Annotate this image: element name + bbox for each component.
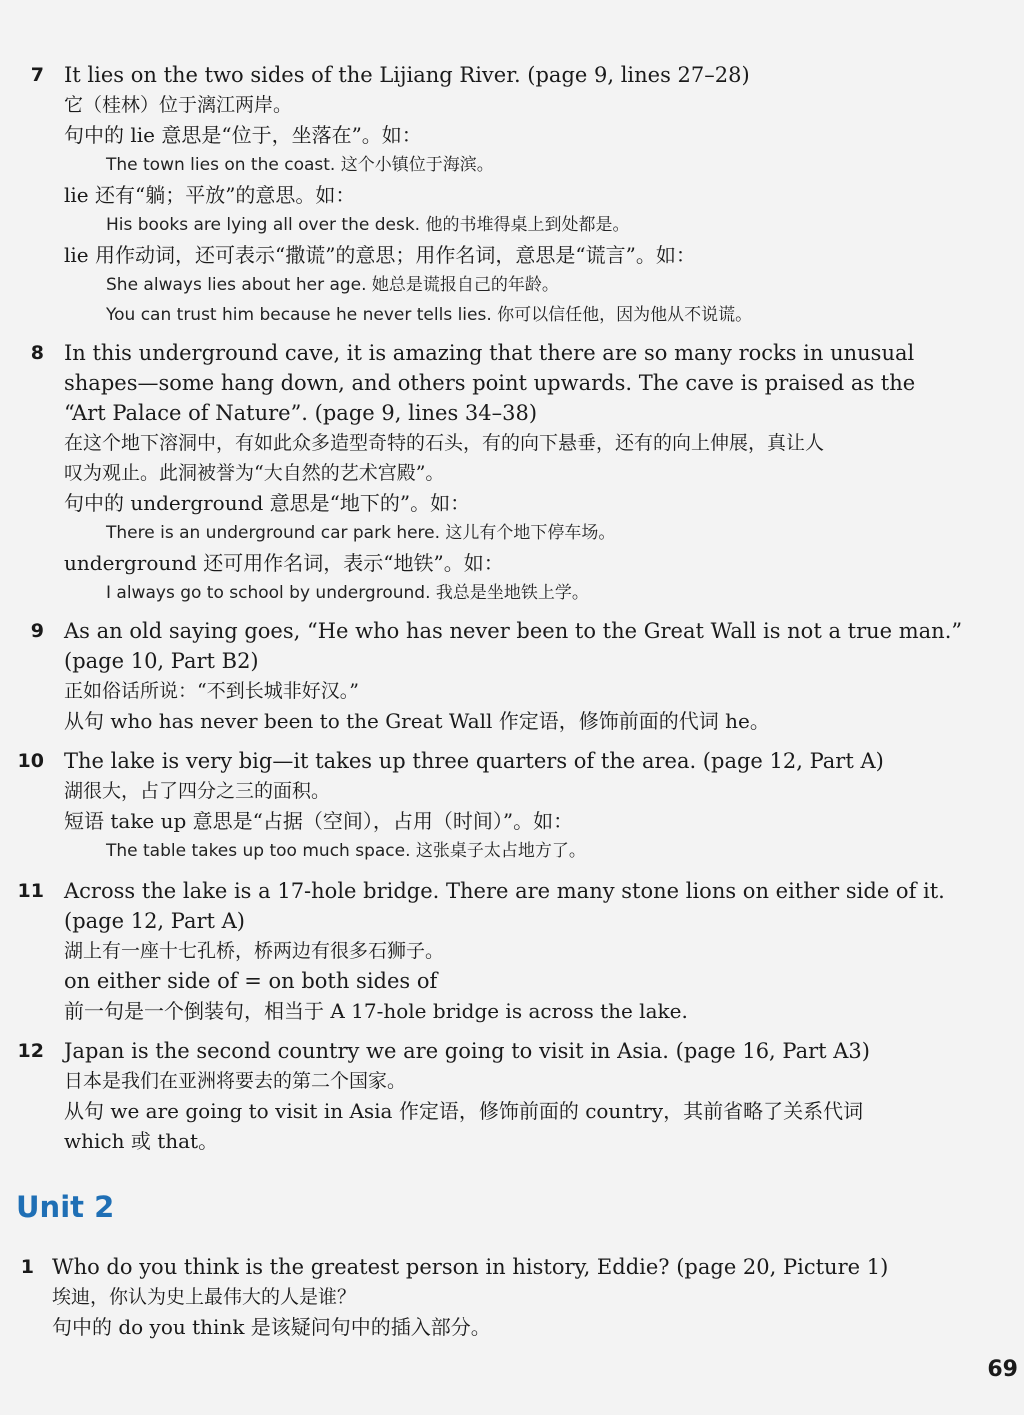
note-line: on either side of = on both sides of	[64, 969, 438, 993]
note-line: (page 12, Part A)	[64, 909, 245, 933]
note-body	[64, 616, 1000, 736]
note-line: 湖上有一座十七孔桥，桥两边有很多石狮子。	[64, 940, 445, 962]
note-line: The lake is very big—it takes up three quarters of the area. (page 12, Part A)	[64, 749, 884, 773]
note-line: 从句 who has never been to the Great Wall 作定语，修饰前面的代词 he。	[64, 709, 770, 733]
example-line: She always lies about her age. 她总是谎报自己的年龄。	[106, 275, 559, 295]
note-line: 叹为观止。此洞被誉为“大自然的艺术宫殿”。	[64, 462, 445, 484]
note-line: lie 还有“躺；平放”的意思。如：	[64, 183, 356, 207]
note-line: 日本是我们在亚洲将要去的第二个国家。	[64, 1070, 407, 1092]
page-number: 69	[987, 1357, 1018, 1382]
note-number: 11	[17, 880, 44, 902]
note-line: It lies on the two sides of the Lijiang River. (page 9, lines 27–28)	[64, 63, 750, 87]
example-line: His books are lying all over the desk. 他的书堆得桌上到处都是。	[106, 215, 630, 235]
example-line: You can trust him because he never tells lies. 你可以信任他，因为他从不说谎。	[106, 305, 753, 325]
note-body	[64, 876, 1000, 1026]
note-line: 从句 we are going to visit in Asia 作定语，修饰前面的 country，其前省略了关系代词	[64, 1099, 864, 1123]
example-line: The table takes up too much space. 这张桌子太占地方了。	[106, 841, 586, 861]
note-line: In this underground cave, it is amazing that there are so many rocks in unusual	[64, 341, 915, 365]
note-line: 短语 take up 意思是“占据（空间），占用（时间）”。如：	[64, 809, 574, 833]
note-line: 它（桂林）位于漓江两岸。	[64, 94, 293, 116]
note-body	[64, 60, 1000, 330]
note-number: 10	[17, 750, 44, 772]
note-body	[64, 746, 1000, 866]
note-line: shapes—some hang down, and others point upwards. The cave is praised as the	[64, 371, 916, 395]
note-body	[52, 1252, 1000, 1342]
example-line: There is an underground car park here. 这儿有个地下停车场。	[106, 523, 616, 543]
note-line: 在这个地下溶洞中，有如此众多造型奇特的石头，有的向下悬垂，还有的向上伸展，真让人	[64, 432, 825, 454]
note-line: 正如俗话所说：“不到长城非好汉。”	[64, 680, 359, 702]
note-number: 9	[30, 620, 44, 642]
note-number: 12	[17, 1040, 44, 1062]
note-line: underground 还可用作名词，表示“地铁”。如：	[64, 551, 504, 575]
note-number: 7	[30, 64, 44, 86]
example-line: The town lies on the coast. 这个小镇位于海滨。	[106, 155, 494, 175]
note-line: 句中的 lie 意思是“位于，坐落在”。如：	[64, 123, 422, 147]
note-line: 埃迪，你认为史上最伟大的人是谁？	[52, 1286, 357, 1308]
note-number: 1	[20, 1256, 34, 1278]
note-number: 8	[30, 342, 44, 364]
note-line: As an old saying goes, “He who has never been to the Great Wall is not a true man.”	[64, 619, 963, 643]
note-line: Who do you think is the greatest person in history, Eddie? (page 20, Picture 1)	[52, 1255, 889, 1279]
unit-heading: Unit 2	[16, 1190, 115, 1224]
note-line: 句中的 do you think 是该疑问句中的插入部分。	[52, 1315, 491, 1339]
note-line: lie 用作动词，还可表示“撒谎”的意思；用作名词，意思是“谎言”。如：	[64, 243, 696, 267]
note-line: 句中的 underground 意思是“地下的”。如：	[64, 491, 471, 515]
note-line: Japan is the second country we are going to visit in Asia. (page 16, Part A3)	[64, 1039, 870, 1063]
note-line: Across the lake is a 17-hole bridge. There are many stone lions on either side of it.	[64, 879, 945, 903]
note-line: which 或 that。	[64, 1129, 219, 1153]
note-line: 湖很大，占了四分之三的面积。	[64, 780, 331, 802]
note-line: (page 10, Part B2)	[64, 649, 259, 673]
note-body	[64, 1036, 1000, 1156]
note-body	[64, 338, 1000, 608]
note-line: 前一句是一个倒装句，相当于 A 17-hole bridge is across the lake.	[64, 999, 688, 1023]
note-line: “Art Palace of Nature”. (page 9, lines 34–38)	[64, 401, 538, 425]
example-line: I always go to school by underground. 我总是坐地铁上学。	[106, 583, 589, 603]
